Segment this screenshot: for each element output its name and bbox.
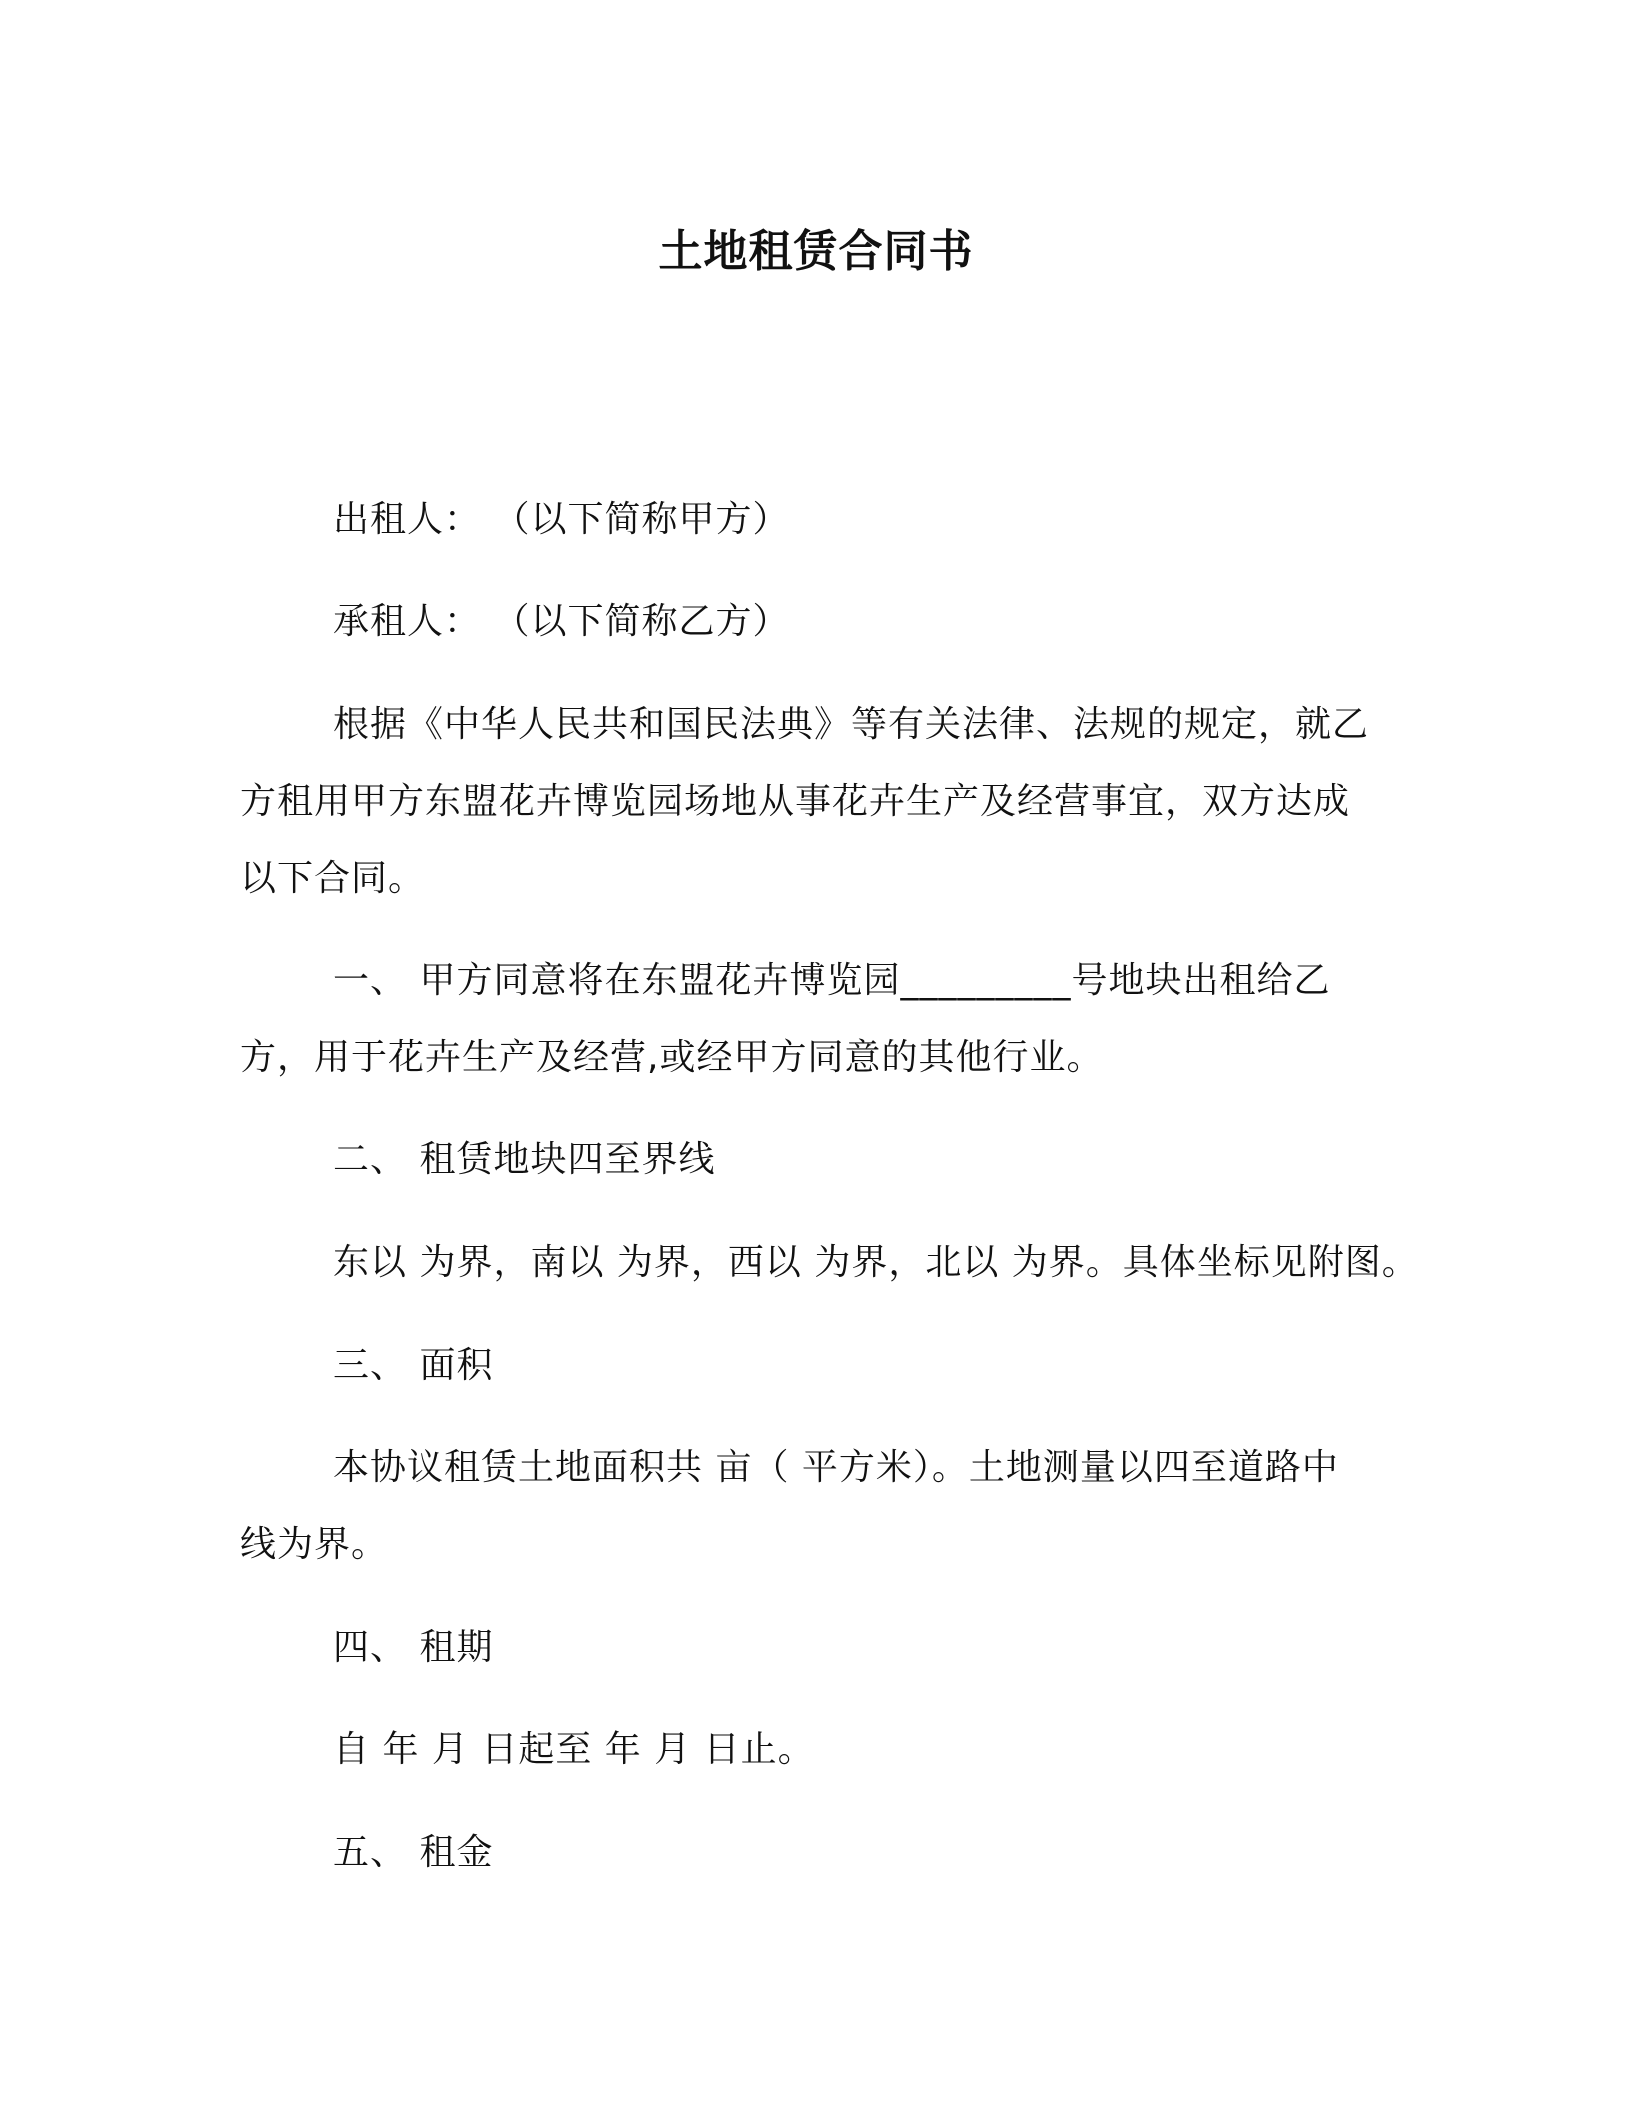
clause3-line-2: 线为界。 — [240, 1524, 389, 1565]
clause3-line-1: 本协议租赁土地面积共 亩（ 平方米）。土地测量以四至道路中 — [333, 1447, 1339, 1488]
clause2-heading: 二、 租赁地块四至界线 — [333, 1139, 716, 1180]
preamble-line-2: 方租用甲方东盟花卉博览园场地从事花卉生产及经营事宜，双方达成 — [240, 781, 1351, 822]
clause4-text: 自 年 月 日起至 年 月 日止。 — [333, 1729, 815, 1770]
clause1-line-1: 一、 甲方同意将在东盟花卉博览园_________号地块出租给乙 — [333, 960, 1331, 1001]
lessor-line: 出租人： （以下简称甲方） — [333, 499, 790, 540]
clause2-text: 东以 为界，南以 为界，西以 为界，北以 为界。具体坐标见附图。 — [333, 1242, 1419, 1283]
clause4-heading: 四、 租期 — [333, 1627, 494, 1668]
preamble-line-1: 根据《中华人民共和国民法典》等有关法律、法规的规定，就乙 — [333, 704, 1370, 745]
document-title: 土地租赁合同书 — [658, 226, 974, 277]
clause5-heading: 五、 租金 — [333, 1832, 494, 1873]
preamble-line-3: 以下合同。 — [240, 858, 426, 899]
lessee-line: 承租人： （以下简称乙方） — [333, 601, 790, 642]
clause3-heading: 三、 面积 — [333, 1345, 494, 1386]
clause1-line-2: 方，用于花卉生产及经营,或经甲方同意的其他行业。 — [240, 1037, 1104, 1078]
